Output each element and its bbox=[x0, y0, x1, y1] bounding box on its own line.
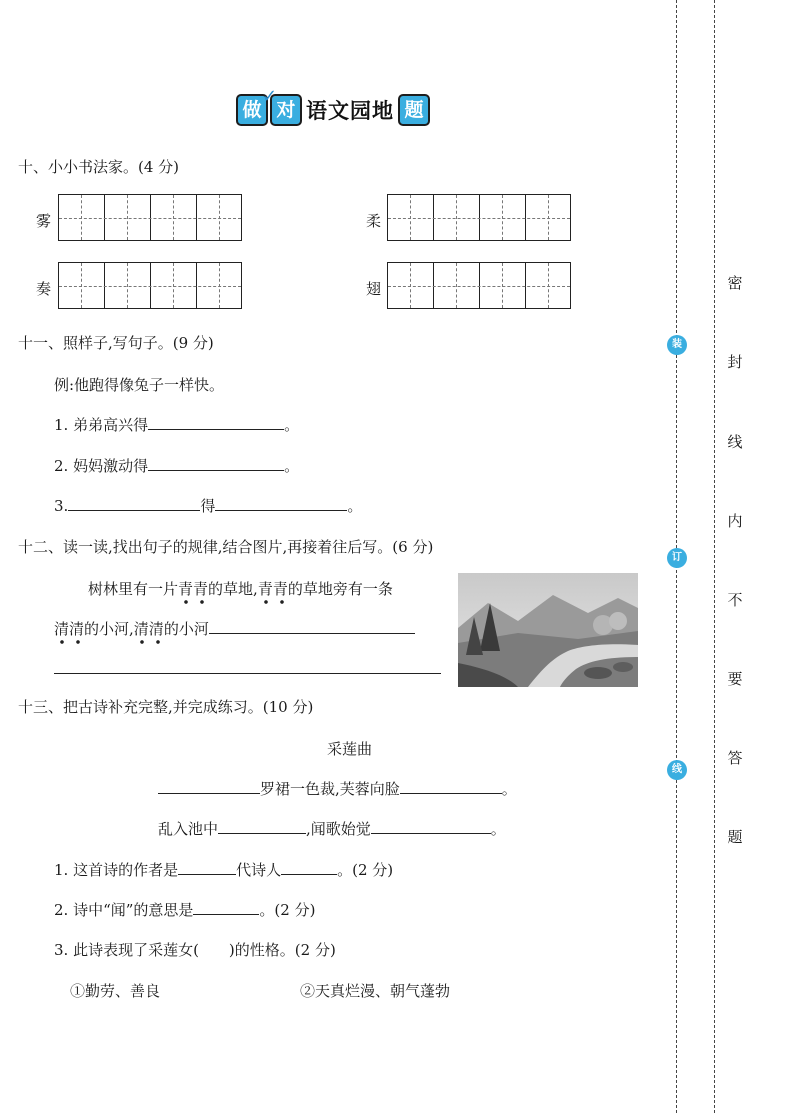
binding-word-2: 封 bbox=[727, 353, 743, 371]
poem-verse-2: 乱入池中 ,闻歌始觉 。 bbox=[158, 820, 506, 838]
binding-word-7: 答 bbox=[727, 749, 743, 767]
binding-word-6: 要 bbox=[727, 670, 743, 688]
q13-sub-2: 2. 诗中“闻”的意思是 。(2 分) bbox=[54, 901, 316, 919]
binding-icon-2: 订 bbox=[667, 548, 687, 568]
answer-blank[interactable] bbox=[215, 495, 347, 511]
binding-word-4: 内 bbox=[727, 512, 743, 530]
q11-item-2: 2. 妈妈激动得 。 bbox=[54, 457, 300, 475]
binding-icon-3: 线 bbox=[667, 760, 687, 780]
rock-1 bbox=[584, 667, 612, 679]
section-banner bbox=[236, 86, 430, 126]
check-icon: ✓ bbox=[262, 86, 278, 107]
q10-char-2: 柔 bbox=[366, 212, 382, 230]
binding-icon-1: 装 bbox=[667, 335, 687, 355]
writing-grid-3[interactable] bbox=[58, 262, 242, 309]
answer-blank[interactable] bbox=[148, 414, 284, 430]
answer-blank[interactable] bbox=[400, 778, 502, 794]
q13-title: 十三、把古诗补充完整,并完成练习。(10 分) bbox=[18, 698, 314, 716]
binding-word-1: 密 bbox=[727, 274, 743, 292]
answer-blank[interactable] bbox=[158, 778, 260, 794]
q11-item-1: 1. 弟弟高兴得 。 bbox=[54, 416, 300, 434]
banner-char-1: 做 bbox=[236, 94, 268, 126]
q12-line-1: 树林里有一片青青的草地,青青的草地旁有一条 bbox=[88, 580, 393, 598]
binding-word-3: 线 bbox=[727, 433, 743, 451]
banner-char-3: 题 bbox=[398, 94, 430, 126]
banner-char-2: 对 bbox=[270, 94, 302, 126]
answer-blank[interactable] bbox=[54, 658, 441, 674]
answer-blank[interactable] bbox=[178, 859, 236, 875]
q13-option-1[interactable]: ①勤劳、善良 bbox=[70, 982, 161, 1000]
answer-blank[interactable] bbox=[193, 899, 259, 915]
banner-title: 语文园地 bbox=[306, 99, 394, 123]
q12-line-3 bbox=[54, 658, 441, 678]
answer-blank[interactable] bbox=[371, 818, 491, 834]
answer-blank[interactable] bbox=[281, 859, 337, 875]
binding-line-right bbox=[714, 0, 715, 1113]
binding-word-8: 题 bbox=[727, 828, 743, 846]
q11-item-3: 3. 得 。 bbox=[54, 497, 363, 515]
q13-option-2[interactable]: ②天真烂漫、朝气蓬勃 bbox=[300, 982, 451, 1000]
poem-verse-1: 罗裙一色裁,芙蓉向脸 。 bbox=[158, 778, 517, 799]
birch-tree-2 bbox=[609, 612, 627, 630]
answer-blank[interactable] bbox=[209, 618, 415, 634]
q13-sub-3: 3. 此诗表现了采莲女( )的性格。(2 分) bbox=[54, 941, 336, 959]
q10-title: 十、小小书法家。(4 分) bbox=[18, 158, 180, 176]
q13-sub-1: 1. 这首诗的作者是 代诗人 。(2 分) bbox=[54, 861, 394, 879]
binding-word-5: 不 bbox=[727, 591, 743, 609]
q10-char-3: 奏 bbox=[36, 280, 52, 298]
writing-grid-1[interactable] bbox=[58, 194, 242, 241]
q10-char-1: 雾 bbox=[36, 212, 52, 230]
answer-blank[interactable] bbox=[68, 495, 200, 511]
q11-example: 例:他跑得像兔子一样快。 bbox=[54, 376, 225, 394]
writing-grid-4[interactable] bbox=[387, 262, 571, 309]
writing-grid-2[interactable] bbox=[387, 194, 571, 241]
rock-2 bbox=[613, 662, 633, 672]
q11-title: 十一、照样子,写句子。(9 分) bbox=[18, 334, 214, 352]
answer-blank[interactable] bbox=[148, 455, 284, 471]
q12-title: 十二、读一读,找出句子的规律,结合图片,再接着往后写。(6 分) bbox=[18, 538, 434, 556]
poem-title: 采莲曲 bbox=[327, 740, 373, 758]
q12-line-2: 清清的小河,清清的小河 bbox=[54, 618, 415, 639]
answer-blank[interactable] bbox=[218, 818, 306, 834]
q10-char-4: 翅 bbox=[366, 280, 382, 298]
landscape-picture bbox=[458, 573, 638, 687]
